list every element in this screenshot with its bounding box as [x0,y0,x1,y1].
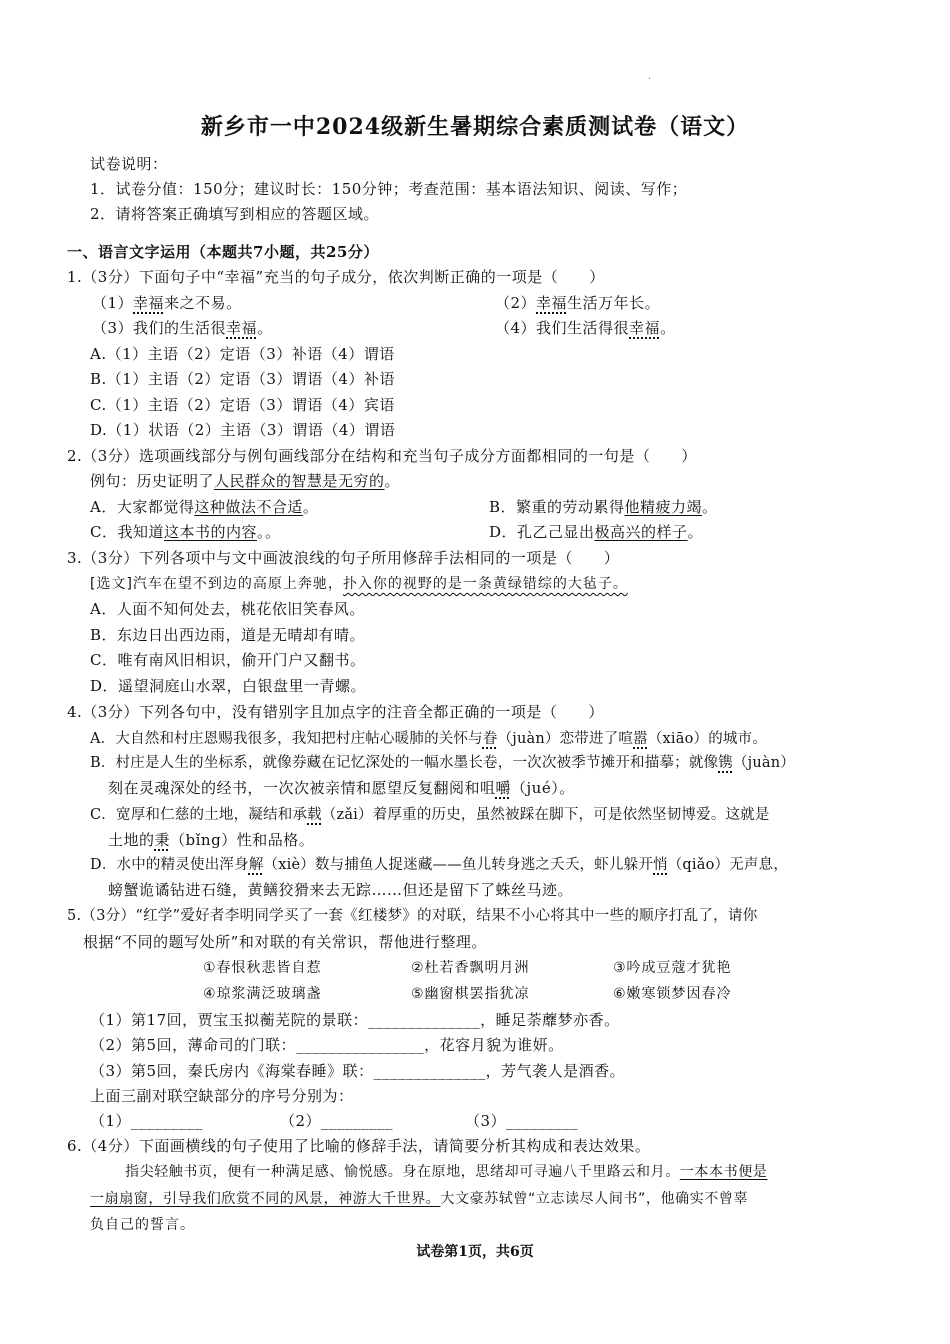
q2-option-a: A．大家都觉得这种做法不合适。 [90,498,319,516]
q5-option-5: ⑤幽窗棋罢指犹凉 [411,986,530,1002]
q5-option-1: ①春恨秋悲皆自惹 [203,960,322,976]
q4-option-a: A．大自然和村庄恩赐我很多，我知把村庄帖心暖肺的关怀与眷（juàn）恋带进了喧嚣（xiāo）的城市。 [90,731,768,747]
q3-option-c: C．唯有南风旧相识，偷开门户又翻书。 [90,651,366,669]
q1-option-c: C.（1）主语（2）定语（3）谓语（4）宾语 [90,396,395,414]
scan-dot: · [648,74,652,85]
q1-stem: 1.（3分）下面句子中“幸福”充当的句子成分，依次判断正确的一项是（ ） [67,268,605,286]
q1-sentence-3: （3）我们的生活很幸福。 [92,319,273,337]
intro-heading: 试卷说明： [90,155,168,173]
q4-option-b-line-2: 刻在灵魂深处的经书，一次次被亲情和愿望反复翻阅和咀嚼（jué）。 [108,779,575,797]
q6-passage-line-2: 一扇扇窗，引导我们欣赏不同的风景，神游大千世界。大文豪苏轼曾“立志读尽人间书”，他确实不曾辜 [90,1191,749,1207]
q3-excerpt: [选文]汽车在望不到边的高原上奔驰，扑入你的视野的是一条黄绿错综的大毡子。 [90,576,628,592]
q5-part-3: （3）第5回，秦氏房内《海棠春睡》联：______________，芳气袭人是酒香。 [90,1062,626,1080]
q5-blank-2[interactable]: ________________ [296,1036,425,1054]
q5-blank-1[interactable]: ______________ [368,1011,481,1029]
q5-answer-3[interactable]: （3）_________ [465,1112,579,1130]
q4-option-c-line-2: 土地的秉（bǐng）性和品格。 [108,831,315,849]
q5-answer-stem: 上面三副对联空缺部分的序号分别为： [90,1087,354,1105]
intro-item-1: 1．试卷分值：150分；建议时长：150分钟；考查范围：基本语法知识、阅读、写作； [90,180,688,198]
q5-answer-2[interactable]: （2）_________ [280,1112,394,1130]
q4-option-b-line-1: B．村庄是人生的坐标系，就像券藏在记忆深处的一幅水墨长卷，一次次被季节摊开和描摹；就像镌（juàn） [90,755,795,771]
q5-blank-3[interactable]: ______________ [373,1062,486,1080]
q6-passage-line-3: 负自己的誓言。 [90,1217,195,1233]
page-footer: 试卷第1页，共6页 [416,1244,534,1260]
q6-stem: 6.（4分）下面画横线的句子使用了比喻的修辞手法，请简要分析其构成和表达效果。 [67,1137,651,1155]
q2-option-c: C．我知道这本书的内容。。 [90,523,281,541]
q1-option-d: D.（1）状语（2）主语（3）谓语（4）谓语 [90,421,396,439]
q5-part-2: （2）第5回，薄命司的门联：________________，花容月貌为谁妍。 [90,1036,564,1054]
q4-option-c-line-1: C．宽厚和仁慈的土地，凝结和承载（zǎi）着厚重的历史，虽然被踩在脚下，可是依然坚韧博爱。这就是 [90,807,770,823]
q3-option-d: D．遥望洞庭山水翠，白银盘里一青螺。 [90,677,367,695]
q2-option-d: D．孔乙己显出极高兴的样子。 [489,523,704,541]
q5-option-2: ②杜若香飘明月洲 [411,960,530,976]
q1-option-a: A.（1）主语（2）定语（3）补语（4）谓语 [90,345,395,363]
q4-stem: 4.（3分）下列各句中，没有错别字且加点字的注音全都正确的一项是（ ） [67,703,604,721]
page-title: 新乡市一中2024级新生暑期综合素质测试卷（语文） [200,114,750,140]
q6-passage-line-1: 指尖轻触书页，便有一种满足感、愉悦感。身在原地，思绪却可寻遍八千里路云和月。一本本书便是 [125,1164,768,1180]
q5-option-3: ③吟成豆蔻才犹艳 [613,960,732,976]
q5-answer-1[interactable]: （1）_________ [90,1112,204,1130]
q2-option-b: B．繁重的劳动累得他精疲力竭。 [489,498,718,516]
q3-option-b: B．东边日出西边雨，道是无晴却有晴。 [90,626,366,644]
section-heading: 一、语言文字运用（本题共7小题，共25分） [67,243,379,261]
intro-item-2: 2．请将答案正确填写到相应的答题区域。 [90,205,380,223]
q3-option-a: A．人面不知何处去，桃花依旧笑春风。 [90,600,365,618]
q5-option-6: ⑥嫩寒锁梦因春冷 [613,986,732,1002]
q1-sentence-2: （2）幸福生活万年长。 [495,294,661,312]
q2-stem: 2.（3分）选项画线部分与例句画线部分在结构和充当句子成分方面都相同的一句是（ ） [67,447,697,465]
q1-sentence-1: （1）幸福来之不易。 [92,294,242,312]
q1-sentence-4: （4）我们生活得很幸福。 [495,319,676,337]
q5-stem-line-1: 5.（3分）“红学”爱好者李明同学买了一套《红楼梦》的对联，结果不小心将其中一些的顺序打乱了，请你 [67,908,758,924]
q1-option-b: B.（1）主语（2）定语（3）谓语（4）补语 [90,370,395,388]
q5-part-1: （1）第17回，贾宝玉拟蘅芜院的景联：______________，睡足荼蘼梦亦香。 [90,1011,620,1029]
q4-option-d-line-1: D．水中的精灵使出浑身解（xiè）数与捕鱼人捉迷藏——鱼儿转身逃之夭夭，虾儿躲开悄（qiǎo）无声息， [90,857,789,873]
q3-stem: 3.（3分）下列各项中与文中画波浪线的句子所用修辞手法相同的一项是（ ） [67,549,620,567]
q4-option-d-line-2: 螃蟹诡谲钻进石缝，黄鳝狡猾来去无踪……但还是留下了蛛丝马迹。 [108,881,574,899]
q5-option-4: ④琼浆满泛玻璃盏 [203,986,322,1002]
q2-example: 例句：历史证明了人民群众的智慧是无穷的。 [90,472,401,490]
q5-stem-line-2: 根据“不同的题写处所”和对联的有关常识，帮他进行整理。 [83,933,487,951]
